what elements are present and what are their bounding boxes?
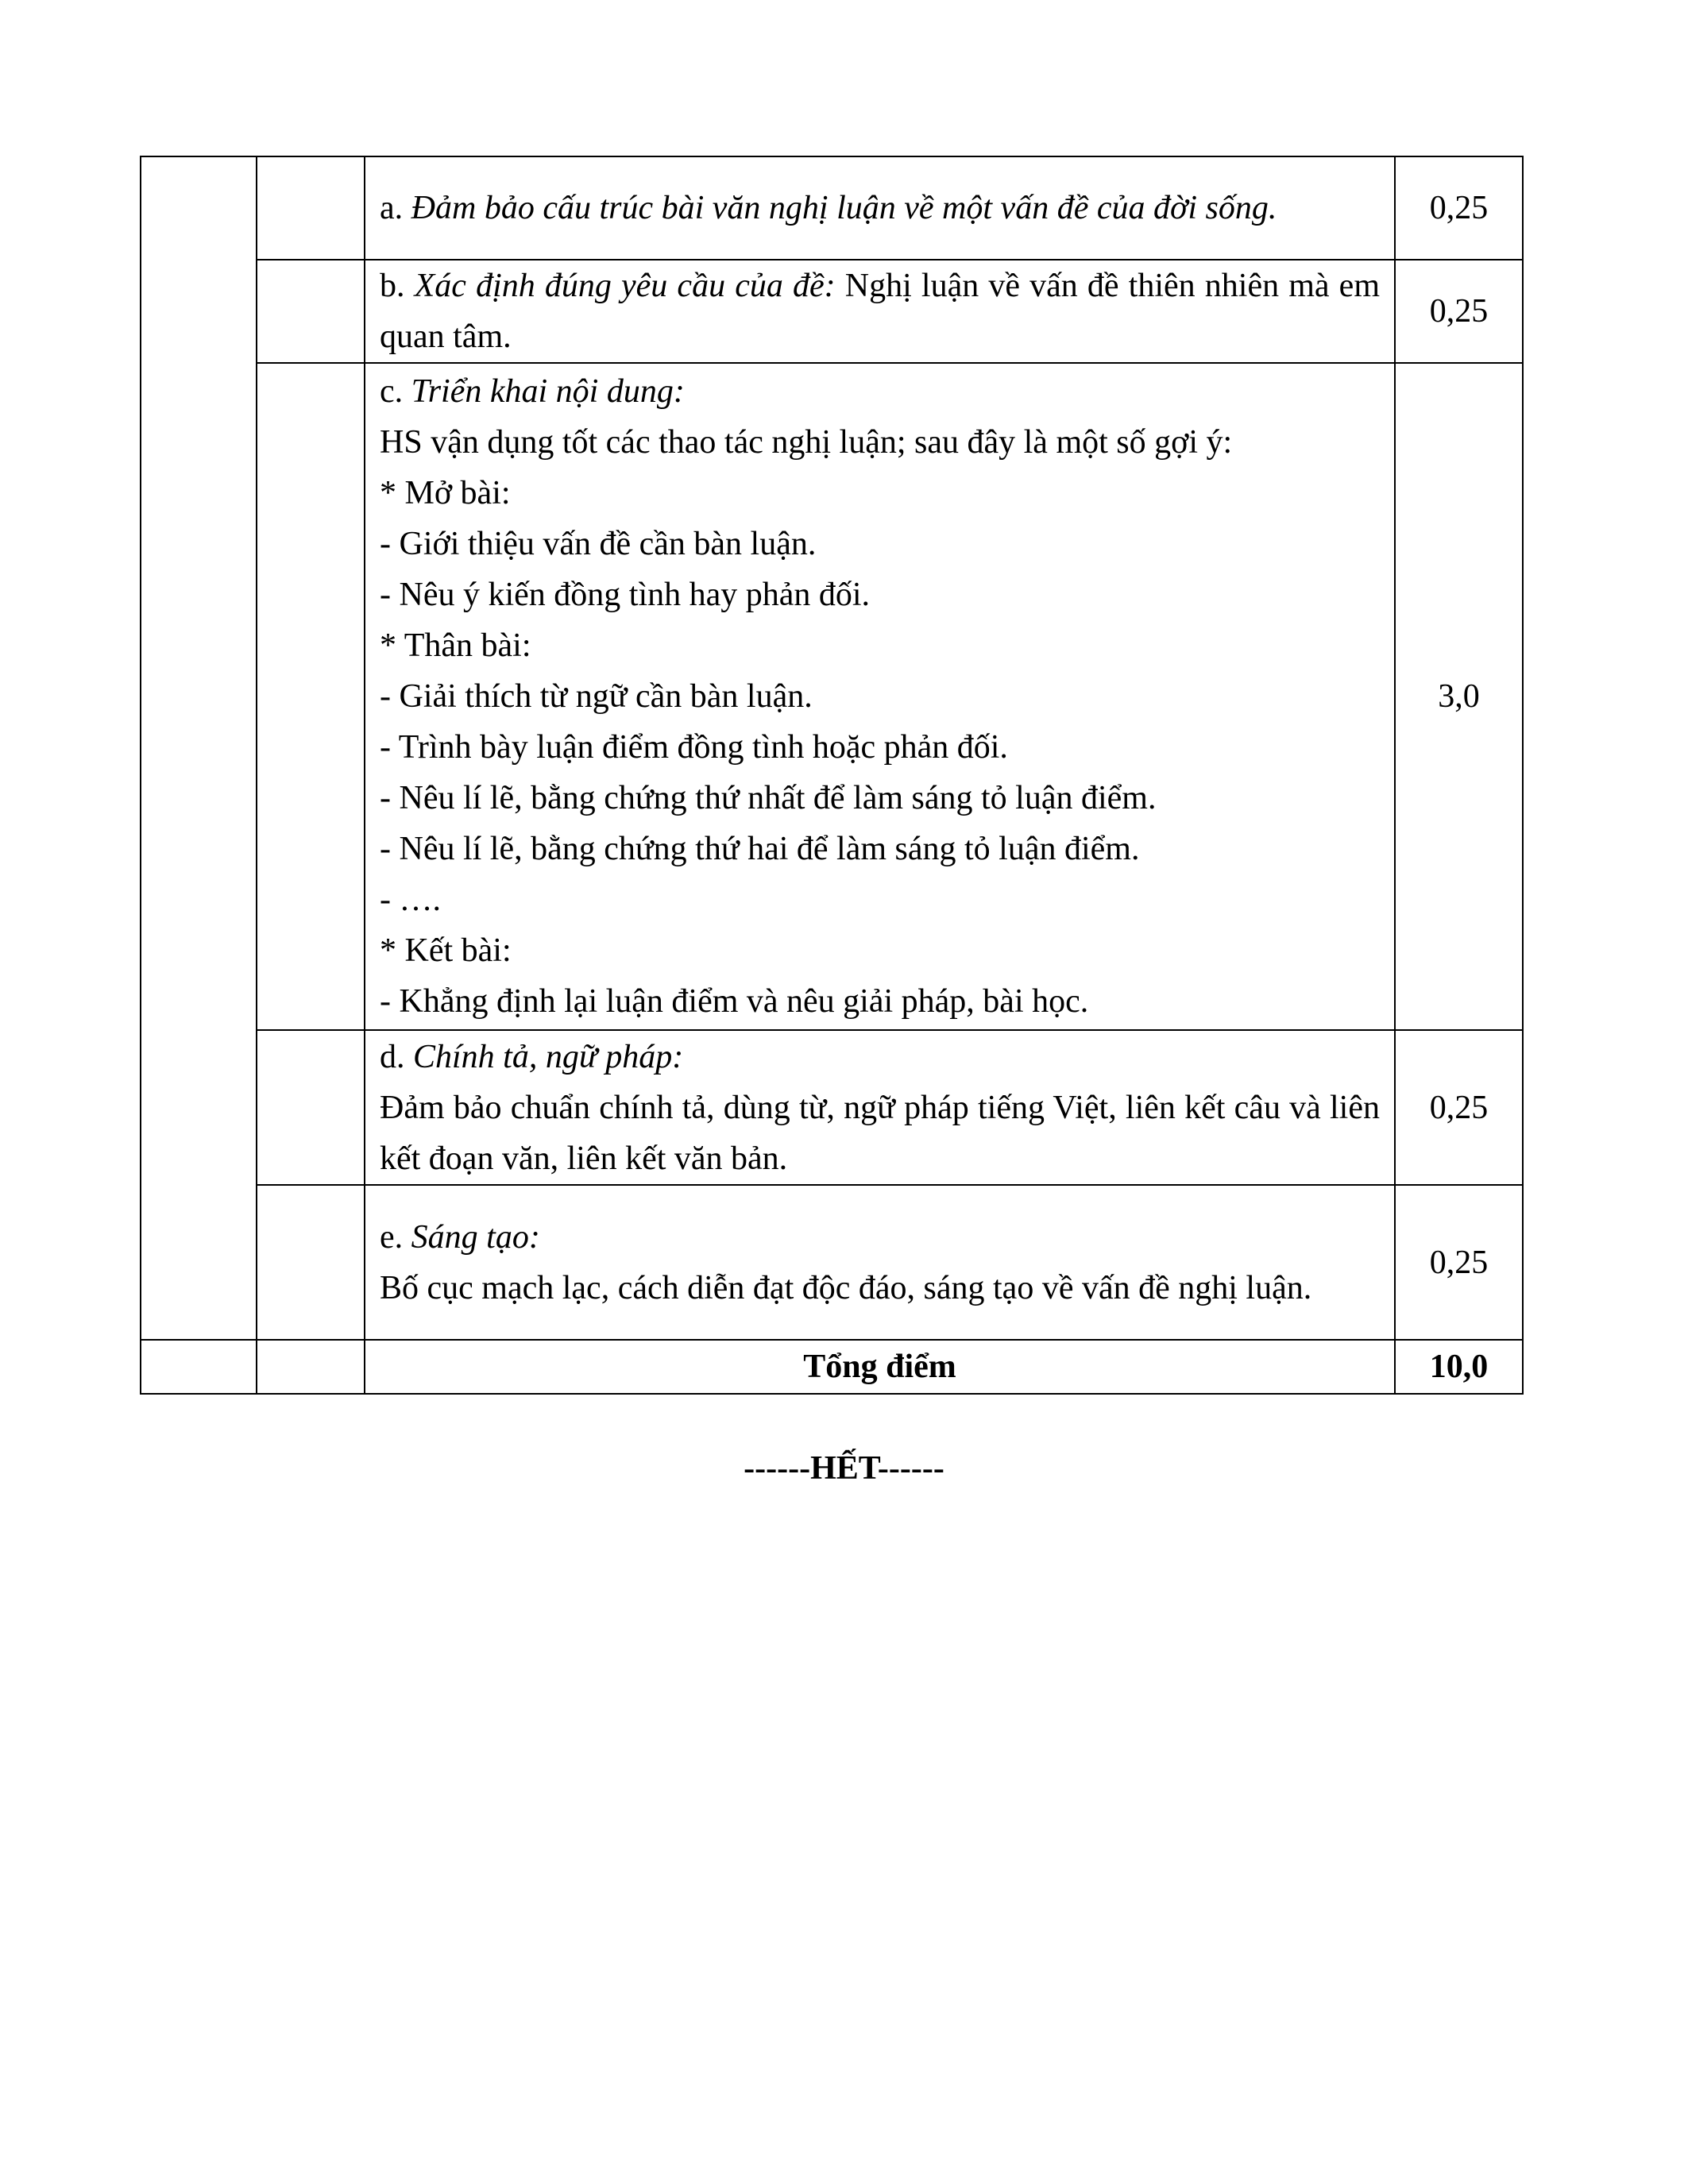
end-marker: ------HẾT------ (744, 1450, 944, 1487)
criterion-c-line: - Giới thiệu vấn đề cần bàn luận. (380, 526, 817, 562)
criterion-c-line: - Trình bày luận điểm đồng tình hoặc phản đối. (380, 729, 1008, 766)
criterion-b-title: Xác định đúng yêu cầu của đề: (414, 268, 836, 304)
score-b: 0,25 (1395, 260, 1523, 363)
criterion-b (365, 260, 1395, 363)
sub-question-cell (257, 156, 365, 260)
criterion-d-title: Chính tả, ngữ pháp: (413, 1038, 684, 1075)
question-cell (141, 156, 257, 1340)
criterion-c (365, 363, 1395, 1030)
question-cell (141, 1340, 257, 1394)
criterion-c-line: * Kết bài: (380, 932, 512, 969)
criterion-a-prefix: a. (380, 190, 411, 226)
total-row (141, 1340, 1523, 1394)
sub-question-cell (257, 1030, 365, 1185)
criterion-c-line: * Thân bài: (380, 627, 531, 664)
rubric-row-e (141, 1185, 1523, 1340)
criterion-c-line: - Nêu ý kiến đồng tình hay phản đối. (380, 577, 871, 613)
criterion-e-heading (380, 1212, 1380, 1263)
score-c: 3,0 (1395, 363, 1523, 1030)
score-d: 0,25 (1395, 1030, 1523, 1185)
rubric-row-a (141, 156, 1523, 260)
criterion-d-heading (380, 1032, 1380, 1082)
sub-question-cell (257, 1340, 365, 1394)
criterion-c-prefix: c. (380, 373, 411, 410)
total-score: 10,0 (1395, 1340, 1523, 1394)
criterion-d-text: Đảm bảo chuẩn chính tả, dùng từ, ngữ pháp tiếng Việt, liên kết câu và liên kết đoạn văn, liên kết văn bản. (380, 1089, 1380, 1177)
criterion-c-line: - Nêu lí lẽ, bằng chứng thứ nhất để làm sáng tỏ luận điểm. (380, 780, 1157, 816)
sub-question-cell (257, 260, 365, 363)
rubric-row-d (141, 1030, 1523, 1185)
sub-question-cell (257, 363, 365, 1030)
criterion-e-prefix: e. (380, 1218, 411, 1256)
criterion-c-line: - Giải thích từ ngữ cần bàn luận. (380, 678, 813, 715)
rubric-row-c (141, 363, 1523, 1030)
score-a: 0,25 (1395, 156, 1523, 260)
criterion-b-text: Nghị luận về vấn đề thiên nhiên mà em quan tâm. (380, 268, 1380, 355)
criterion-e-text: Bố cục mạch lạc, cách diễn đạt độc đáo, sáng tạo về vấn đề nghị luận. (380, 1269, 1312, 1306)
criterion-e (365, 1185, 1395, 1340)
criterion-c-line: - Khẳng định lại luận điểm và nêu giải pháp, bài học. (380, 983, 1089, 1020)
criterion-c-line: - Nêu lí lẽ, bằng chứng thứ hai để làm sáng tỏ luận điểm. (380, 831, 1140, 867)
criterion-d (365, 1030, 1395, 1185)
total-label: Tổng điểm (365, 1340, 1395, 1394)
criterion-c-line: * Mở bài: (380, 475, 511, 511)
criterion-c-line: HS vận dụng tốt các thao tác nghị luận; sau đây là một số gợi ý: (380, 424, 1233, 461)
criterion-d-prefix: d. (380, 1038, 413, 1075)
criterion-a-title: Đảm bảo cấu trúc bài văn nghị luận về một vấn đề của đời sống. (411, 190, 1277, 226)
rubric-row-b (141, 260, 1523, 363)
criterion-b-prefix: b. (380, 268, 415, 304)
criterion-a (365, 156, 1395, 260)
score-e: 0,25 (1395, 1185, 1523, 1340)
criterion-c-line: - …. (380, 882, 441, 918)
criterion-c-heading (380, 366, 1380, 417)
criterion-e-title: Sáng tạo: (411, 1218, 540, 1256)
sub-question-cell (257, 1185, 365, 1340)
criterion-c-title: Triển khai nội dung: (411, 373, 685, 410)
rubric-table (140, 156, 1524, 1395)
